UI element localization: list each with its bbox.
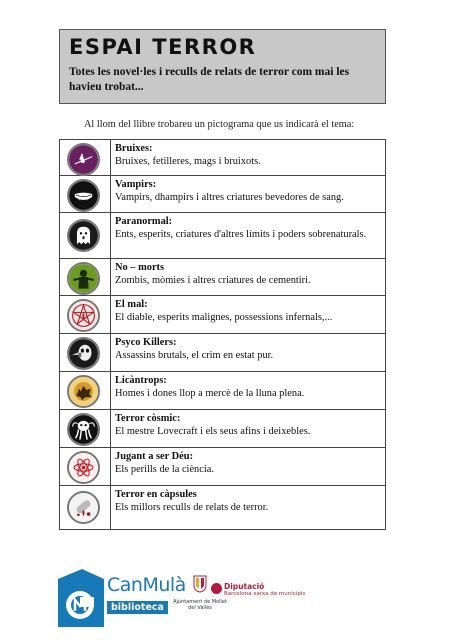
category-description: Vampirs, dhampirs i altres criatures bevedores de sang. <box>115 191 344 203</box>
category-description: Ents, esperits, criatures d'altres límits i poders sobrenaturals. <box>115 228 367 240</box>
diputacio-name: Diputació <box>224 582 265 591</box>
coat-of-arms-icon <box>193 575 207 593</box>
category-name: Paranormal: <box>115 216 173 227</box>
category-row <box>60 486 386 530</box>
blood-pill-icon <box>67 491 100 524</box>
category-name: Terror en càpsules <box>115 489 197 500</box>
category-row <box>60 213 386 259</box>
category-row <box>60 259 386 296</box>
category-name: El mal: <box>115 299 148 310</box>
category-row <box>60 296 386 334</box>
zombie-icon <box>67 262 100 295</box>
category-row <box>60 140 386 176</box>
vampire-fangs-icon <box>67 179 100 212</box>
category-name: Bruixes: <box>115 143 153 154</box>
category-name: Terror còsmic: <box>115 413 181 424</box>
category-description: Els millors reculls de relats de terror. <box>115 501 269 513</box>
category-description: El diable, esperits malignes, possessions infernals,... <box>115 311 333 323</box>
pentagram-icon <box>67 299 100 332</box>
category-row <box>60 334 386 372</box>
library-name: CanMulà <box>107 574 186 596</box>
atom-icon <box>67 451 100 484</box>
page-title: ESPAI TERROR <box>69 35 257 59</box>
canmula-logo-icon <box>58 567 104 632</box>
intro-text: Al llom del llibre trobareu un pictograma que us indicarà el tema: <box>84 119 355 130</box>
category-row <box>60 448 386 486</box>
cthulhu-icon <box>67 413 100 446</box>
category-row <box>60 372 386 410</box>
library-subtitle: biblioteca <box>107 601 168 614</box>
category-name: No – morts <box>115 262 165 273</box>
diputacio-emblem-icon <box>211 583 222 594</box>
ghost-icon <box>67 219 100 252</box>
category-description: El mestre Lovecraft i els seus afins i deixebles. <box>115 425 311 437</box>
category-description: Homes i dones llop a mercè de la lluna plena. <box>115 387 305 399</box>
diputacio-logo <box>224 583 305 597</box>
category-name: Psyco Killers: <box>115 337 177 348</box>
category-table <box>59 139 386 530</box>
ajuntament-text: Ajuntament de Mollet del Vallès <box>173 599 227 611</box>
ajuntament-logo <box>170 575 230 611</box>
category-name: Licàntrops: <box>115 375 167 386</box>
witch-icon <box>67 143 100 176</box>
title-box <box>59 29 386 104</box>
category-row <box>60 176 386 213</box>
werewolf-icon <box>67 375 100 408</box>
category-description: Zombis, mòmies i altres criatures de cementiri. <box>115 274 311 286</box>
page-subtitle: Totes les novel·les i reculls de relats de terror com mai les havieu trobat... <box>69 66 350 93</box>
category-description: Assassins brutals, el crim en estat pur. <box>115 349 274 361</box>
category-name: Jugant a ser Déu: <box>115 451 194 462</box>
category-description: Els perills de la ciència. <box>115 463 214 475</box>
masked-killer-icon <box>67 337 100 370</box>
category-name: Vampirs: <box>115 179 157 190</box>
category-row <box>60 410 386 448</box>
diputacio-subtitle: Barcelona xarxa de municipis <box>224 591 306 597</box>
category-description: Bruixes, fetilleres, mags i bruixots. <box>115 155 261 167</box>
